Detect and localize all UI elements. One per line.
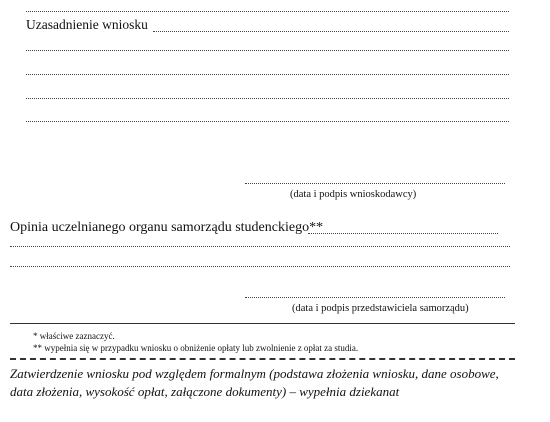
justification-fill-line[interactable] (153, 31, 509, 32)
justification-line[interactable] (26, 121, 509, 122)
representative-signature-line[interactable] (245, 297, 505, 298)
applicant-signature-caption: (data i podpis wnioskodawcy) (290, 189, 417, 200)
justification-line[interactable] (26, 50, 509, 51)
opinion-line[interactable] (10, 266, 510, 267)
footnote-2: ** wypełnia się w przypadku wniosku o obniżenie opłaty lub zwolnienie z opłat za studia. (33, 343, 359, 353)
opinion-line[interactable] (10, 246, 510, 247)
footnote-rule (10, 323, 515, 324)
opinion-label: Opinia uczelnianego organu samorządu studenckiego** (10, 220, 324, 235)
justification-label: Uzasadnienie wniosku (26, 17, 148, 32)
dotted-line (26, 11, 509, 12)
justification-line[interactable] (26, 98, 509, 99)
applicant-signature-line[interactable] (245, 183, 505, 184)
justification-line[interactable] (26, 74, 509, 75)
footnote-1: * właściwe zaznaczyć. (33, 331, 115, 341)
representative-signature-caption: (data i podpis przedstawiciela samorządu) (292, 303, 469, 314)
approval-note: Zatwierdzenie wniosku pod względem formalnym (podstawa złożenia wniosku, dane osobowe, data złożenia, wysokość opłat, załączone dokumenty) – wypełnia dziekanat (10, 366, 499, 399)
dashed-separator (10, 358, 515, 360)
opinion-fill-line[interactable] (308, 233, 498, 234)
